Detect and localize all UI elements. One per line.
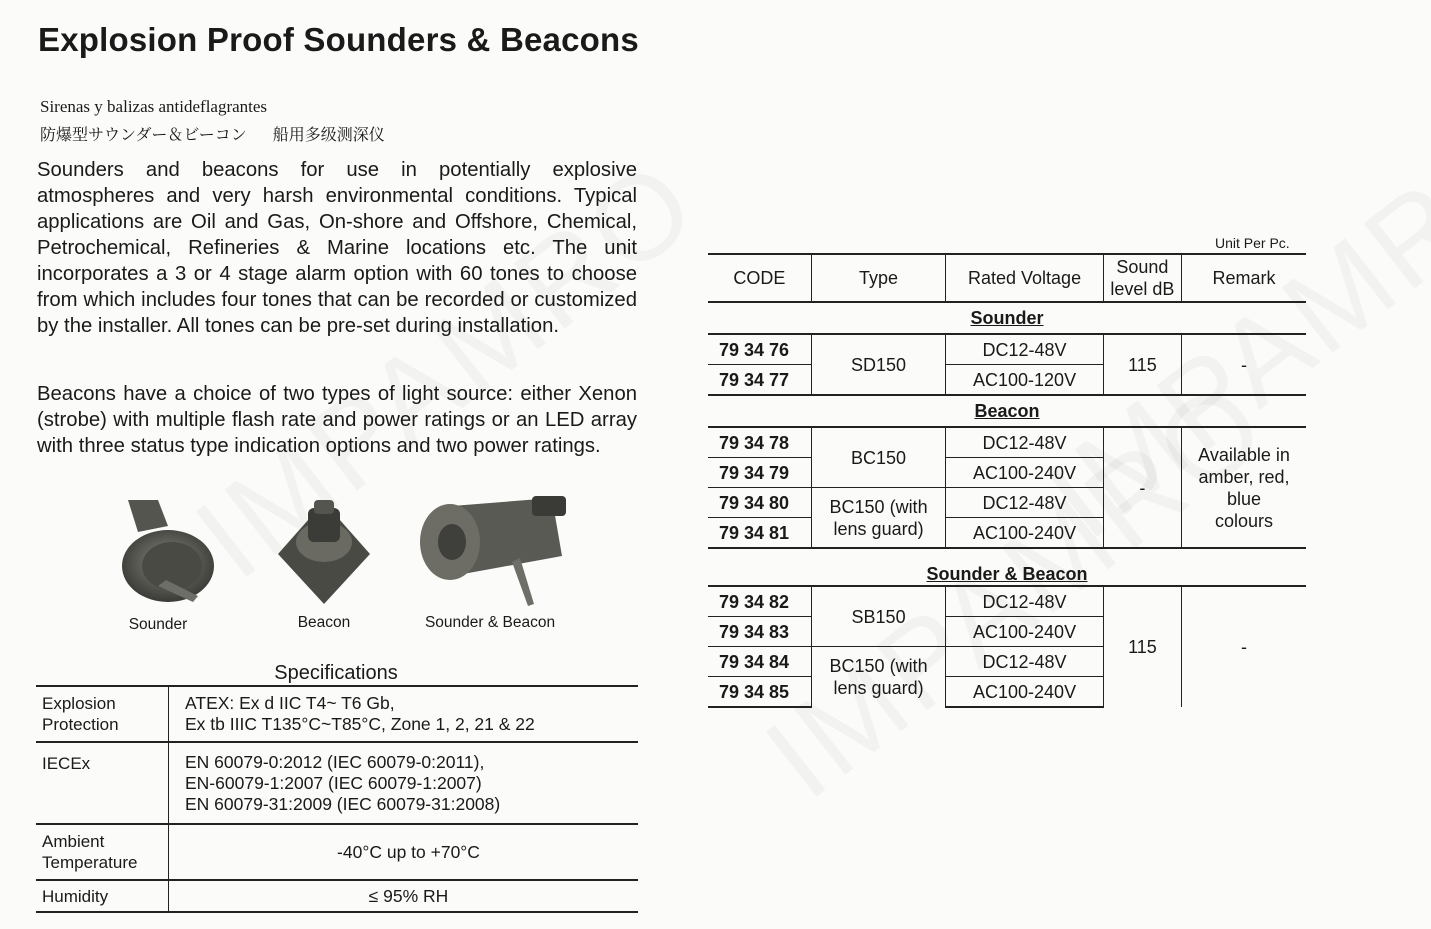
spec-value bbox=[169, 686, 639, 742]
code-cell: 79 34 76 bbox=[708, 334, 811, 365]
voltage-cell: DC12-48V bbox=[946, 334, 1104, 365]
spec-value-line: EN 60079-0:2012 (IEC 60079-0:2011), bbox=[185, 751, 485, 772]
sound-level-cell: 115 bbox=[1103, 334, 1181, 395]
spec-value-line: Ex tb IIIC T135°C~T85°C, Zone 1, 2, 21 & 22 bbox=[185, 714, 535, 734]
sound-level-cell: 115 bbox=[1103, 586, 1181, 707]
spec-value: -40°C up to +70°C bbox=[169, 824, 639, 880]
subtitle-chinese: 船用多级测深仪 bbox=[272, 125, 385, 144]
product-beacon bbox=[262, 496, 386, 632]
product-sounder-beacon bbox=[412, 496, 568, 632]
sounder-beacon-icon bbox=[412, 496, 568, 606]
spec-value bbox=[169, 742, 639, 824]
code-cell: 79 34 83 bbox=[708, 617, 811, 647]
table-row bbox=[708, 427, 1306, 458]
voltage-cell: DC12-48V bbox=[946, 647, 1104, 677]
section-title-sounder: Sounder bbox=[708, 302, 1306, 334]
spec-key: Explosion Protection bbox=[36, 686, 169, 742]
intro-paragraph: Sounders and beacons for use in potentially explosive atmospheres and very harsh environmental conditions. Typical applications are Oil and Gas, On-shore and Offshore, Chemical, Petrochemical, Refineries & Marine locations etc. The unit incorporates a 3 or 4 stage alarm option with 60 tones to choose from which includes four tones that can be recorded or customized by the installer. All tones can be pre-set during installation. bbox=[37, 159, 637, 337]
table-row bbox=[708, 334, 1306, 365]
spec-value-line: ATEX: Ex d IIC T4~ T6 Gb, bbox=[185, 693, 395, 713]
table-row bbox=[36, 742, 638, 824]
type-cell: BC150 (with lens guard) bbox=[811, 488, 945, 549]
voltage-cell: DC12-48V bbox=[946, 586, 1104, 617]
code-cell: 79 34 79 bbox=[708, 458, 811, 488]
type-cell: BC150 (with lens guard) bbox=[811, 647, 945, 708]
header-sound-level bbox=[1103, 254, 1181, 302]
intro-paragraph: Beacons have a choice of two types of light source: either Xenon (strobe) with multiple flash rate and power ratings or an LED array with three status type indication options and two power ratings. bbox=[37, 383, 637, 457]
subtitle-japanese: 防爆型サウンダー＆ビーコン bbox=[40, 125, 247, 144]
header-remark: Remark bbox=[1182, 254, 1306, 302]
product-code-table bbox=[708, 253, 1306, 708]
sounder-horn-icon bbox=[98, 496, 218, 606]
spec-key: Humidity bbox=[36, 880, 169, 912]
product-caption: Beacon bbox=[297, 614, 351, 631]
specifications-table bbox=[36, 685, 638, 913]
table-row bbox=[36, 686, 638, 742]
code-cell: 79 34 85 bbox=[708, 677, 811, 708]
remark-cell: Available in amber, red, blue colours bbox=[1182, 427, 1306, 548]
type-cell: SD150 bbox=[811, 334, 945, 395]
unit-note: Unit Per Pc. bbox=[1215, 235, 1290, 251]
beacon-lamp-icon bbox=[274, 496, 374, 606]
subtitle-spanish: Sirenas y balizas antideflagrantes bbox=[40, 97, 268, 116]
table-row bbox=[36, 880, 638, 912]
section-row bbox=[708, 548, 1306, 586]
code-cell: 79 34 82 bbox=[708, 586, 811, 617]
voltage-cell: AC100-120V bbox=[946, 365, 1104, 396]
page-title: Explosion Proof Sounders & Beacons bbox=[38, 21, 639, 58]
section-row bbox=[708, 302, 1306, 334]
voltage-cell: AC100-240V bbox=[946, 617, 1104, 647]
header-voltage: Rated Voltage bbox=[946, 254, 1104, 302]
code-cell: 79 34 77 bbox=[708, 365, 811, 396]
voltage-cell: AC100-240V bbox=[946, 458, 1104, 488]
spec-value-line: EN 60079-31:2009 (IEC 60079-31:2008) bbox=[185, 793, 501, 814]
voltage-cell: DC12-48V bbox=[946, 427, 1104, 458]
code-cell: 79 34 84 bbox=[708, 647, 811, 677]
section-row bbox=[708, 395, 1306, 427]
type-cell: SB150 bbox=[811, 586, 945, 647]
remark-cell: - bbox=[1182, 586, 1306, 707]
header-sound-line: Sound bbox=[1116, 257, 1169, 277]
subtitle-japanese-chinese bbox=[40, 122, 385, 145]
voltage-cell: AC100-240V bbox=[946, 518, 1104, 549]
code-cell: 79 34 81 bbox=[708, 518, 811, 549]
product-caption: Sounder bbox=[128, 616, 188, 633]
spec-key: Ambient Temperature bbox=[36, 824, 169, 880]
voltage-cell: AC100-240V bbox=[946, 677, 1104, 708]
remark-cell: - bbox=[1182, 334, 1306, 395]
code-cell: 79 34 80 bbox=[708, 488, 811, 518]
table-row bbox=[36, 824, 638, 880]
specifications-title: Specifications bbox=[274, 662, 398, 684]
product-caption: Sounder & Beacon bbox=[424, 614, 556, 631]
section-title-sounder-beacon: Sounder & Beacon bbox=[708, 548, 1306, 586]
table-row bbox=[708, 586, 1306, 617]
table-header-row bbox=[708, 254, 1306, 302]
section-title-beacon: Beacon bbox=[708, 395, 1306, 427]
header-sound-line: level dB bbox=[1110, 279, 1175, 299]
code-cell: 79 34 78 bbox=[708, 427, 811, 458]
voltage-cell: DC12-48V bbox=[946, 488, 1104, 518]
product-sounder bbox=[90, 496, 226, 634]
spec-key: IECEx bbox=[36, 742, 169, 824]
header-type: Type bbox=[811, 254, 945, 302]
sound-level-cell: - bbox=[1103, 427, 1181, 548]
spec-value: ≤ 95% RH bbox=[169, 880, 639, 912]
spec-value-line: EN-60079-1:2007 (IEC 60079-1:2007) bbox=[185, 772, 482, 793]
type-cell: BC150 bbox=[811, 427, 945, 488]
header-code: CODE bbox=[708, 254, 811, 302]
